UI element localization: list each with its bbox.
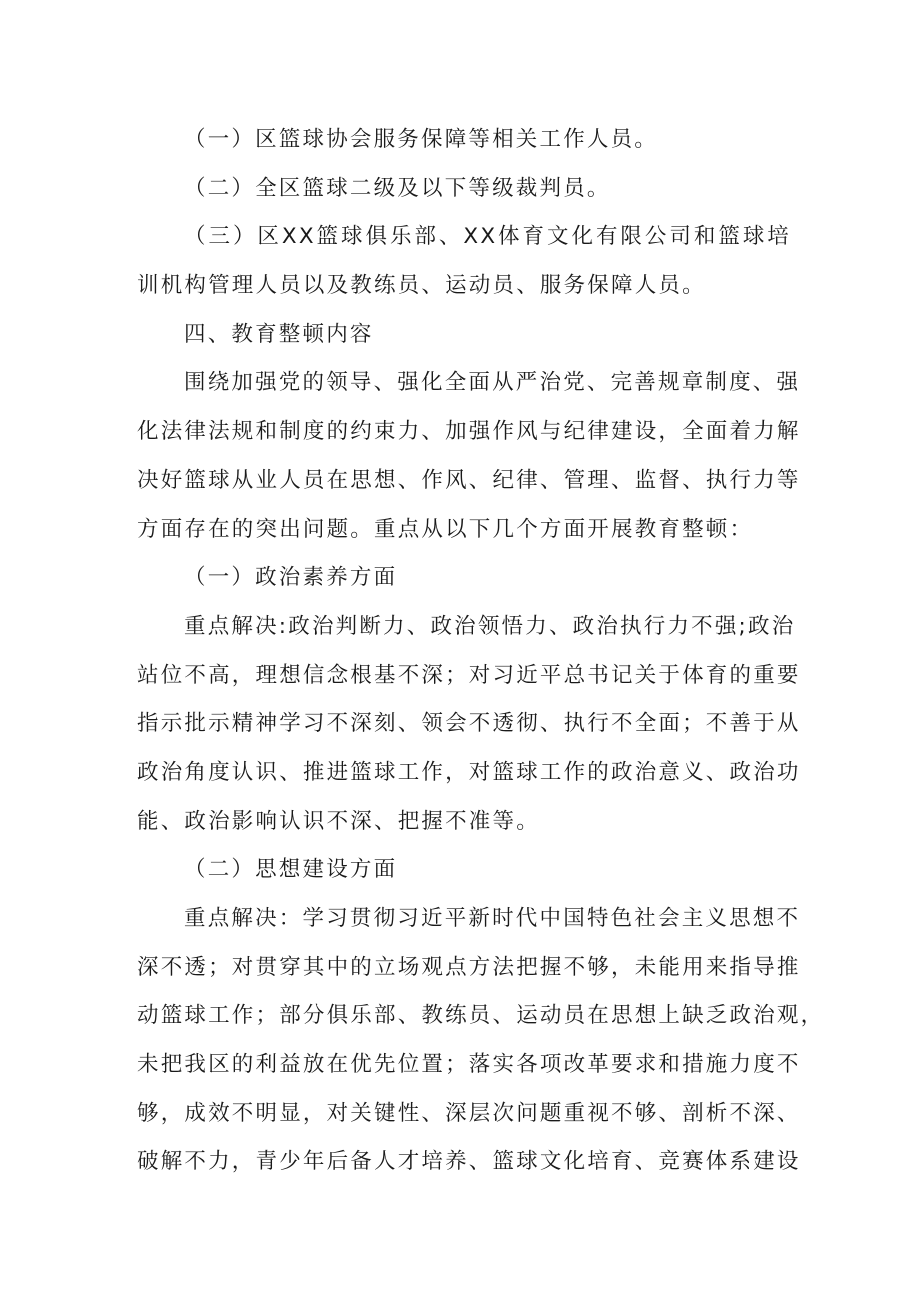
subheading-ideological-building: （二）思想建设方面 — [184, 857, 398, 883]
paragraph-political-line-5: 能、政治影响认识不深、把握不准等。 — [137, 808, 540, 834]
paragraph-ideological-line-2: 深不透；对贯穿其中的立场观点方法把握不够，未能用来指导推 — [137, 954, 801, 980]
list-item-club-staff-line-2: 训机构管理人员以及教练员、运动员、服务保障人员。 — [137, 273, 706, 299]
paragraph-intro-line-1: 围绕加强党的领导、强化全面从严治党、完善规章制度、强 — [184, 370, 801, 396]
paragraph-ideological-line-3: 动篮球工作；部分俱乐部、教练员、运动员在思想上缺乏政治观， — [137, 1003, 825, 1029]
list-item-association-staff: （一）区篮球协会服务保障等相关工作人员。 — [184, 127, 659, 152]
paragraph-political-line-2: 站位不高，理想信念根基不深；对习近平总书记关于体育的重要 — [137, 662, 801, 688]
document-body — [137, 116, 825, 1187]
paragraph-ideological-line-6: 破解不力，青少年后备人才培养、篮球文化培育、竞赛体系建设 — [137, 1149, 801, 1175]
section-heading-rectification-content: 四、教育整顿内容 — [184, 321, 374, 347]
paragraph-political-line-1: 重点解决:政治判断力、政治领悟力、政治执行力不强;政治 — [184, 613, 796, 639]
paragraph-intro-line-2: 化法律法规和制度的约束力、加强作风与纪律建设，全面着力解 — [137, 419, 801, 445]
paragraph-ideological-line-4: 未把我区的利益放在优先位置；落实各项改革要求和措施力度不 — [137, 1052, 801, 1078]
paragraph-ideological-line-1: 重点解决：学习贯彻习近平新时代中国特色社会主义思想不 — [184, 906, 801, 931]
paragraph-political-line-4: 政治角度认识、推进篮球工作，对篮球工作的政治意义、政治功 — [137, 759, 801, 785]
list-item-referees: （二）全区篮球二级及以下等级裁判员。 — [184, 175, 611, 201]
paragraph-ideological-line-5: 够，成效不明显，对关键性、深层次问题重视不够、剖析不深、 — [137, 1100, 801, 1126]
paragraph-intro-line-3: 决好篮球从业人员在思想、作风、纪律、管理、监督、执行力等 — [137, 467, 801, 493]
paragraph-intro-line-4: 方面存在的突出问题。重点从以下几个方面开展教育整顿： — [137, 516, 754, 542]
list-item-club-staff-line-1: （三）区XX篮球俱乐部、XX体育文化有限公司和篮球培 — [184, 224, 791, 250]
subheading-political-literacy: （一）政治素养方面 — [184, 565, 398, 591]
paragraph-political-line-3: 指示批示精神学习不深刻、领会不透彻、执行不全面；不善于从 — [137, 711, 801, 737]
